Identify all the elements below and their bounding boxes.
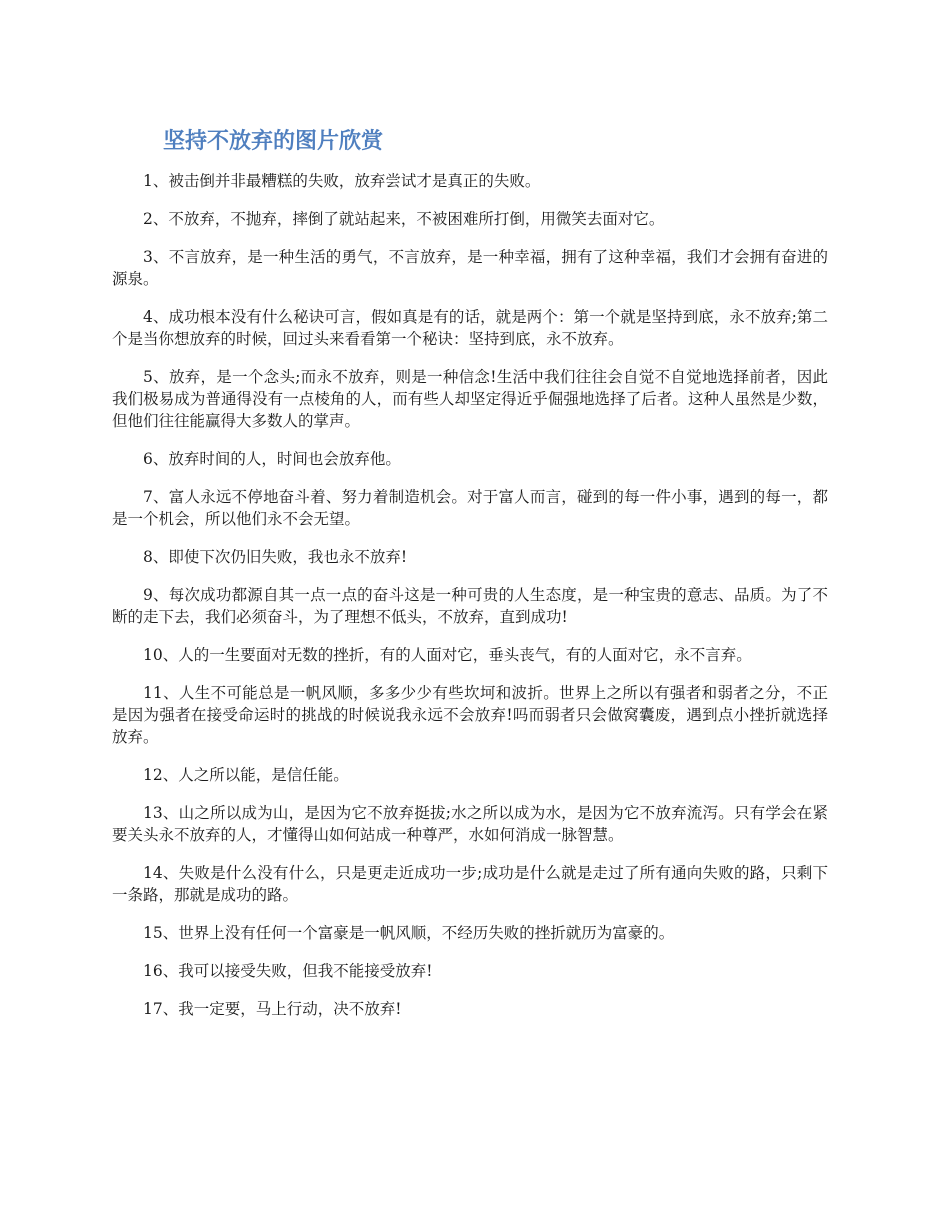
paragraph-2: 2、不放弃，不抛弃，摔倒了就站起来，不被困难所打倒，用微笑去面对它。: [143, 210, 665, 228]
paragraph-12: 12、人之所以能，是信任能。: [143, 766, 349, 784]
paragraph-6: 6、放弃时间的人，时间也会放弃他。: [143, 450, 401, 468]
paragraph-13: 13、山之所以成为山，是因为它不放弃挺拔;水之所以成为水，是因为它不放弃流泻。只有学会在紧要关头永不放弃的人，才懂得山如何站成一种尊严，水如何消成一脉智慧。: [112, 804, 828, 844]
page-title: 坚持不放弃的图片欣赏: [163, 129, 384, 154]
paragraph-15: 15、世界上没有任何一个富豪是一帆风顺，不经历失败的挫折就历为富豪的。: [143, 924, 675, 942]
paragraph-3: 3、不言放弃，是一种生活的勇气，不言放弃，是一种幸福，拥有了这种幸福，我们才会拥有奋进的源泉。: [112, 248, 828, 288]
paragraph-9: 9、每次成功都源自其一点一点的奋斗这是一种可贵的人生态度，是一种宝贵的意志、品质。为了不断的走下去，我们必须奋斗，为了理想不低头，不放弃，直到成功!: [112, 586, 828, 626]
document-body: [112, 170, 828, 1036]
paragraph-1: 1、被击倒并非最糟糕的失败，放弃尝试才是真正的失败。: [143, 172, 541, 190]
paragraph-17: 17、我一定要，马上行动，决不放弃!: [143, 1000, 402, 1018]
paragraph-8: 8、即使下次仍旧失败，我也永不放弃!: [143, 548, 408, 566]
paragraph-4: 4、成功根本没有什么秘诀可言，假如真是有的话，就是两个：第一个就是坚持到底，永不放弃;第二个是当你想放弃的时候，回过头来看看第一个秘诀：坚持到底，永不放弃。: [112, 308, 828, 348]
paragraph-5: 5、放弃，是一个念头;而永不放弃，则是一种信念!生活中我们往往会自觉不自觉地选择前者，因此我们极易成为普通得没有一点棱角的人，而有些人却坚定得近乎倔强地选择了后者。这种人虽然是少数，但他们往往能赢得大多数人的掌声。: [112, 368, 828, 430]
paragraph-14: 14、失败是什么没有什么，只是更走近成功一步;成功是什么就是走过了所有通向失败的路，只剩下一条路，那就是成功的路。: [112, 864, 828, 904]
paragraph-10: 10、人的一生要面对无数的挫折，有的人面对它，垂头丧气，有的人面对它，永不言弃。: [143, 646, 752, 664]
paragraph-16: 16、我可以接受失败，但我不能接受放弃!: [143, 962, 433, 980]
paragraph-11: 11、人生不可能总是一帆风顺，多多少少有些坎坷和波折。世界上之所以有强者和弱者之分，不正是因为强者在接受命运时的挑战的时候说我永远不会放弃!吗而弱者只会做窝囊废，遇到点小挫折就选择放弃。: [112, 684, 828, 746]
paragraph-7: 7、富人永远不停地奋斗着、努力着制造机会。对于富人而言，碰到的每一件小事，遇到的每一，都是一个机会，所以他们永不会无望。: [112, 488, 828, 528]
